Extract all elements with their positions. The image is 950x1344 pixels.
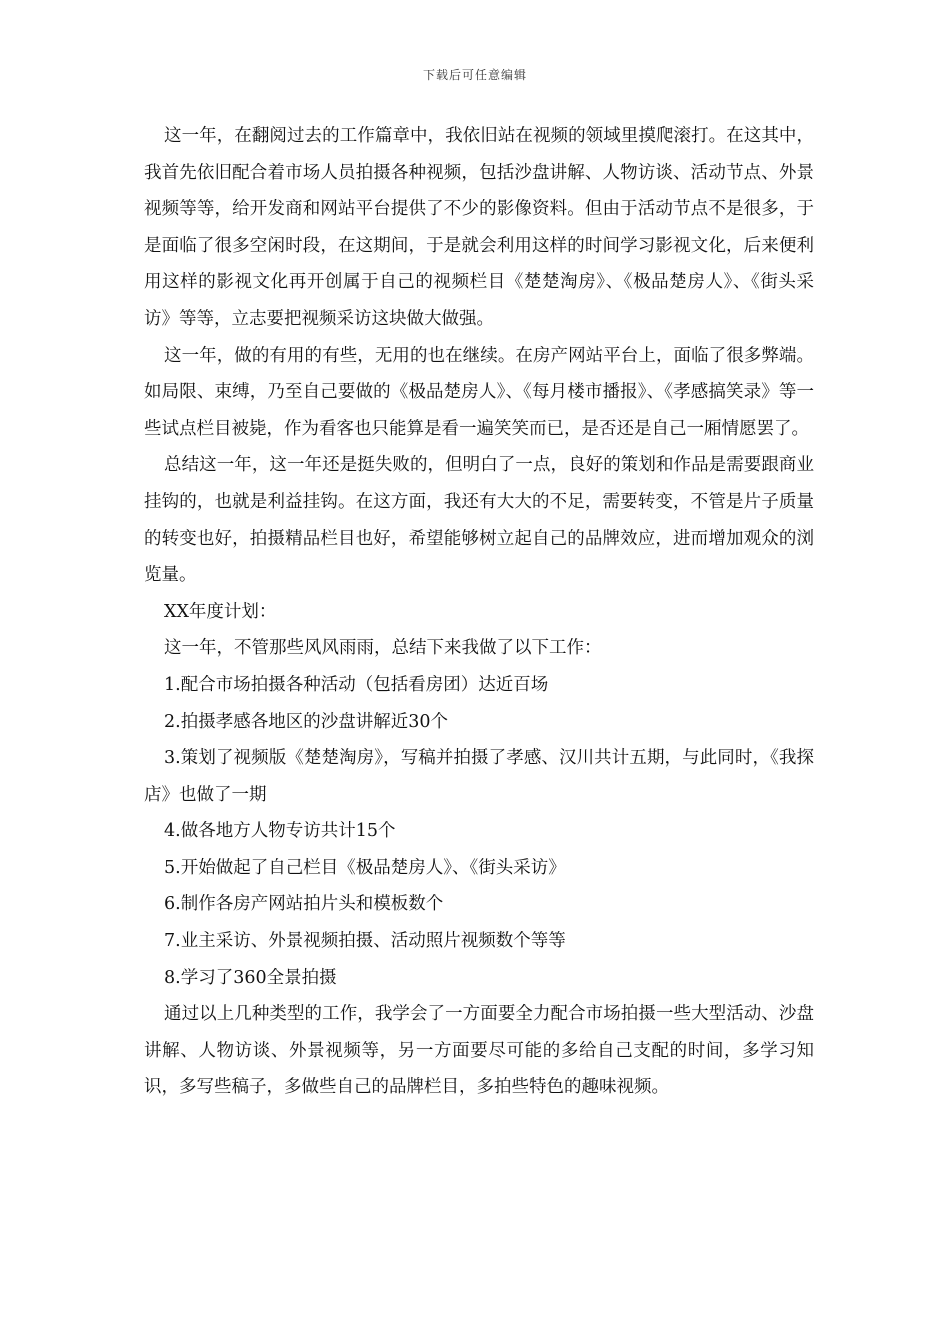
list-item: 6.制作各房产网站拍片头和模板数个 bbox=[164, 894, 444, 915]
list-item: 3.策划了视频版《楚楚淘房》，写稿并拍摄了孝感、汉川共计五期，与此同时，《我探店》也做了一期 bbox=[144, 748, 814, 805]
list-item: 5.开始做起了自己栏目《极品楚房人》、《街头采访》 bbox=[164, 857, 566, 878]
page-header: 下载后可任意编辑 bbox=[422, 68, 527, 82]
plan-heading: XX年度计划： bbox=[164, 601, 277, 622]
list-item: 7.业主采访、外景视频拍摄、活动照片视频数个等等 bbox=[164, 931, 566, 952]
work-list-intro: 这一年，不管那些风风雨雨，总结下来我做了以下工作： bbox=[164, 638, 602, 659]
document-body bbox=[144, 118, 814, 1106]
paragraph-summary: 总结这一年，这一年还是挺失败的，但明白了一点，良好的策划和作品是需要跟商业挂钩的，也就是利益挂钩。在这方面，我还有大大的不足，需要转变，不管是片子质量的转变也好，拍摄精品栏目也好，希望能够树立起自己的品牌效应，进而增加观众的浏览量。 bbox=[144, 455, 814, 586]
paragraph-review-intro: 这一年，在翻阅过去的工作篇章中，我依旧站在视频的领域里摸爬滚打。在这其中，我首先依旧配合着市场人员拍摄各种视频，包括沙盘讲解、人物访谈、活动节点、外景视频等等，给开发商和网站平台提供了不少的影像资料。但由于活动节点不是很多，于是面临了很多空闲时段，在这期间，于是就会利用这样的时间学习影视文化，后来便利用这样的影视文化再开创属于自己的视频栏目《楚楚淘房》、《极品楚房人》、《街头采访》等等，立志要把视频采访这块做大做强。 bbox=[144, 126, 814, 329]
list-item: 1.配合市场拍摄各种活动（包括看房团）达近百场 bbox=[164, 674, 549, 695]
list-item: 4.做各地方人物专访共计15个 bbox=[164, 821, 396, 842]
paragraph-conclusion: 通过以上几种类型的工作，我学会了一方面要全力配合市场拍摄一些大型活动、沙盘讲解、人物访谈、外景视频等，另一方面要尽可能的多给自己支配的时间，多学习知识，多写些稿子，多做些自己的品牌栏目，多拍些特色的趣味视频。 bbox=[144, 1004, 814, 1098]
paragraph-useful-useless: 这一年，做的有用的有些，无用的也在继续。在房产网站平台上，面临了很多弊端。如局限、束缚，乃至自己要做的《极品楚房人》、《每月楼市播报》、《孝感搞笑录》等一些试点栏目被毙，作为看客也只能算是看一遍笑笑而已，是否还是自己一厢情愿罢了。 bbox=[144, 345, 814, 439]
list-item: 8.学习了360全景拍摄 bbox=[164, 967, 337, 988]
list-item: 2.拍摄孝感各地区的沙盘讲解近30个 bbox=[164, 711, 448, 732]
